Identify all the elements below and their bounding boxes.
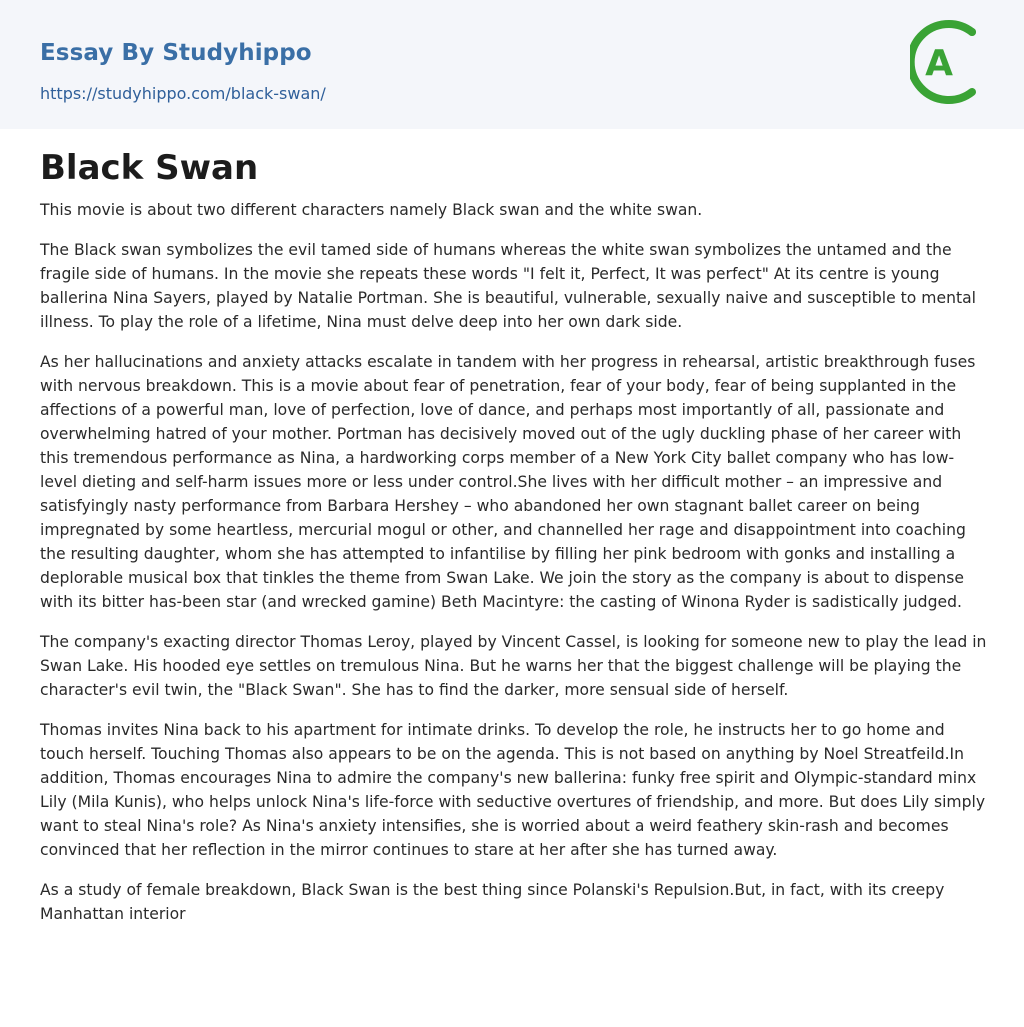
article-paragraph-3: As her hallucinations and anxiety attacks escalate in tandem with her progress in rehearsal, artistic breakthrough fuses with nervous breakdown. This is a movie about fear of penetration, fear of your body, fear of being supplanted in the affections of a powerful man, love of perfection, love of dance, and perhaps most importantly of all, passionate and overwhelming hatred of your mother. Portman has decisively moved out of the ugly duckling phase of her career with this tremendous performance as Nina, a hardworking corps member of a New York City ballet company who has low-level dieting and self-harm issues more or less under control.She lives with her difficult mother – an impressive and satisfyingly nasty performance from Barbara Hershey – who abandoned her own stagnant ballet career on being impregnated by some heartless, mercurial mogul or other, and channelled her rage and disappointment into coaching the resulting daughter, whom she has attempted to infantilise by filling her pink bedroom with gonks and installing a deplorable musical box that tinkles the theme from Swan Lake. We join the story as the company is about to dispense with its bitter has-been star (and wrecked gamine) Beth Macintyre: the casting of Winona Ryder is sadistically judged. xyxy=(40,353,976,611)
site-header xyxy=(0,0,1024,129)
page-url-link[interactable]: https://studyhippo.com/black-swan/ xyxy=(40,84,326,103)
article-paragraph-1: This movie is about two different characters namely Black swan and the white swan. xyxy=(40,201,703,219)
logo-letter: A xyxy=(925,43,953,84)
article-paragraph-5: Thomas invites Nina back to his apartment for intimate drinks. To develop the role, he instructs her to go home and touch herself. Touching Thomas also appears to be on the agenda. This is not based on anything by Noel Streatfeild.In addition, Thomas encourages Nina to admire the company's new ballerina: funky free spirit and Olympic-standard minx Lily (Mila Kunis), who helps unlock Nina's life-force with seductive overtures of friendship, and more. But does Lily simply want to steal Nina's role? As Nina's anxiety intensifies, she is worried about a weird feathery skin-rash and becomes convinced that her reflection in the mirror continues to stare at her after she has turned away. xyxy=(40,721,986,859)
article-title: Black Swan xyxy=(40,148,259,188)
article xyxy=(40,146,988,942)
studyhippo-logo-icon[interactable] xyxy=(910,18,988,106)
article-paragraph-2: The Black swan symbolizes the evil tamed side of humans whereas the white swan symbolizes the untamed and the fragile side of humans. In the movie she repeats these words "I felt it, Perfect, It was perfect" At its centre is young ballerina Nina Sayers, played by Natalie Portman. She is beautiful, vulnerable, sexually naive and susceptible to mental illness. To play the role of a lifetime, Nina must delve deep into her own dark side. xyxy=(40,241,976,331)
article-paragraph-6: As a study of female breakdown, Black Swan is the best thing since Polanski's Repulsion.But, in fact, with its creepy Manhattan interior xyxy=(40,881,945,923)
site-brand[interactable]: Essay By Studyhippo xyxy=(40,40,312,66)
article-paragraph-4: The company's exacting director Thomas Leroy, played by Vincent Cassel, is looking for someone new to play the lead in Swan Lake. His hooded eye settles on tremulous Nina. But he warns her that the biggest challenge will be playing the character's evil twin, the "Black Swan". She has to find the darker, more sensual side of herself. xyxy=(40,633,987,699)
